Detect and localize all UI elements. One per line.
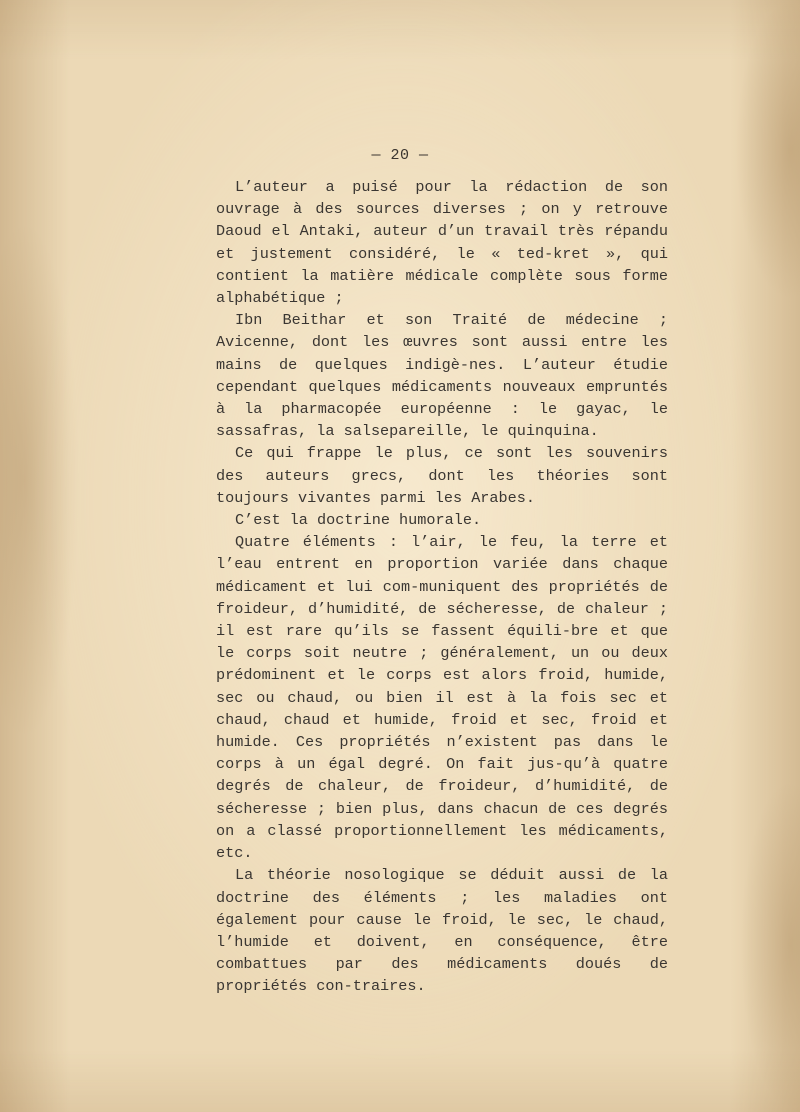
paragraph: C’est la doctrine humorale. — [235, 511, 482, 530]
paragraph: L’auteur a puisé pour la rédaction de son ouvrage à des sources diverses ; on y retrouve Daoud el Antaki, auteur d’un travail très répandu et justement considéré, le « ted-kret », qui contient la matière médicale complète sous forme alphabétique ; — [216, 178, 668, 308]
paragraph: La théorie nosologique se déduit aussi de la doctrine des éléments ; les maladies ont également pour cause le froid, le sec, le chaud, l’humide et doivent, en conséquence, être combattues par des médicaments doués de propriétés con-traires. — [216, 866, 668, 996]
paper-stain — [740, 780, 800, 1110]
paragraph: Quatre éléments : l’air, le feu, la terre et l’eau entrent en proportion variée dans chaque médicament et lui com-muniquent des propriétés de froideur, d’humidité, de sécheresse, de chaleur ; il est rare qu’ils se fassent équili-bre et que le corps soit neutre ; généralement, un ou deux prédominent et le corps est alors froid, humide, sec ou chaud, ou bien il est à la fois sec et chaud, chaud et humide, froid et sec, froid et humide. Ces propriétés n’existent pas dans le corps à un égal degré. On fait jus-qu’à quatre degrés de chaleur, de froideur, d’humidité, de sécheresse ; bien plus, dans chacun de ces degrés on a classé proportionnellement les médicaments, etc. — [216, 533, 668, 863]
paragraph: Ibn Beithar et son Traité de médecine ; Avicenne, dont les œuvres sont aussi entre les mains de quelques indigè-nes. L’auteur étudie cependant quelques médicaments nouveaux empruntés à la pharmacopée européenne : le gayac, le sassafras, la salsepareille, le quinquina. — [216, 311, 668, 441]
paragraph: Ce qui frappe le plus, ce sont les souvenirs des auteurs grecs, dont les théories sont toujours vivantes parmi les Arabes. — [216, 444, 668, 507]
paper-stain — [0, 220, 80, 740]
page-number: — 20 — — [371, 147, 429, 164]
body-text — [216, 176, 668, 998]
